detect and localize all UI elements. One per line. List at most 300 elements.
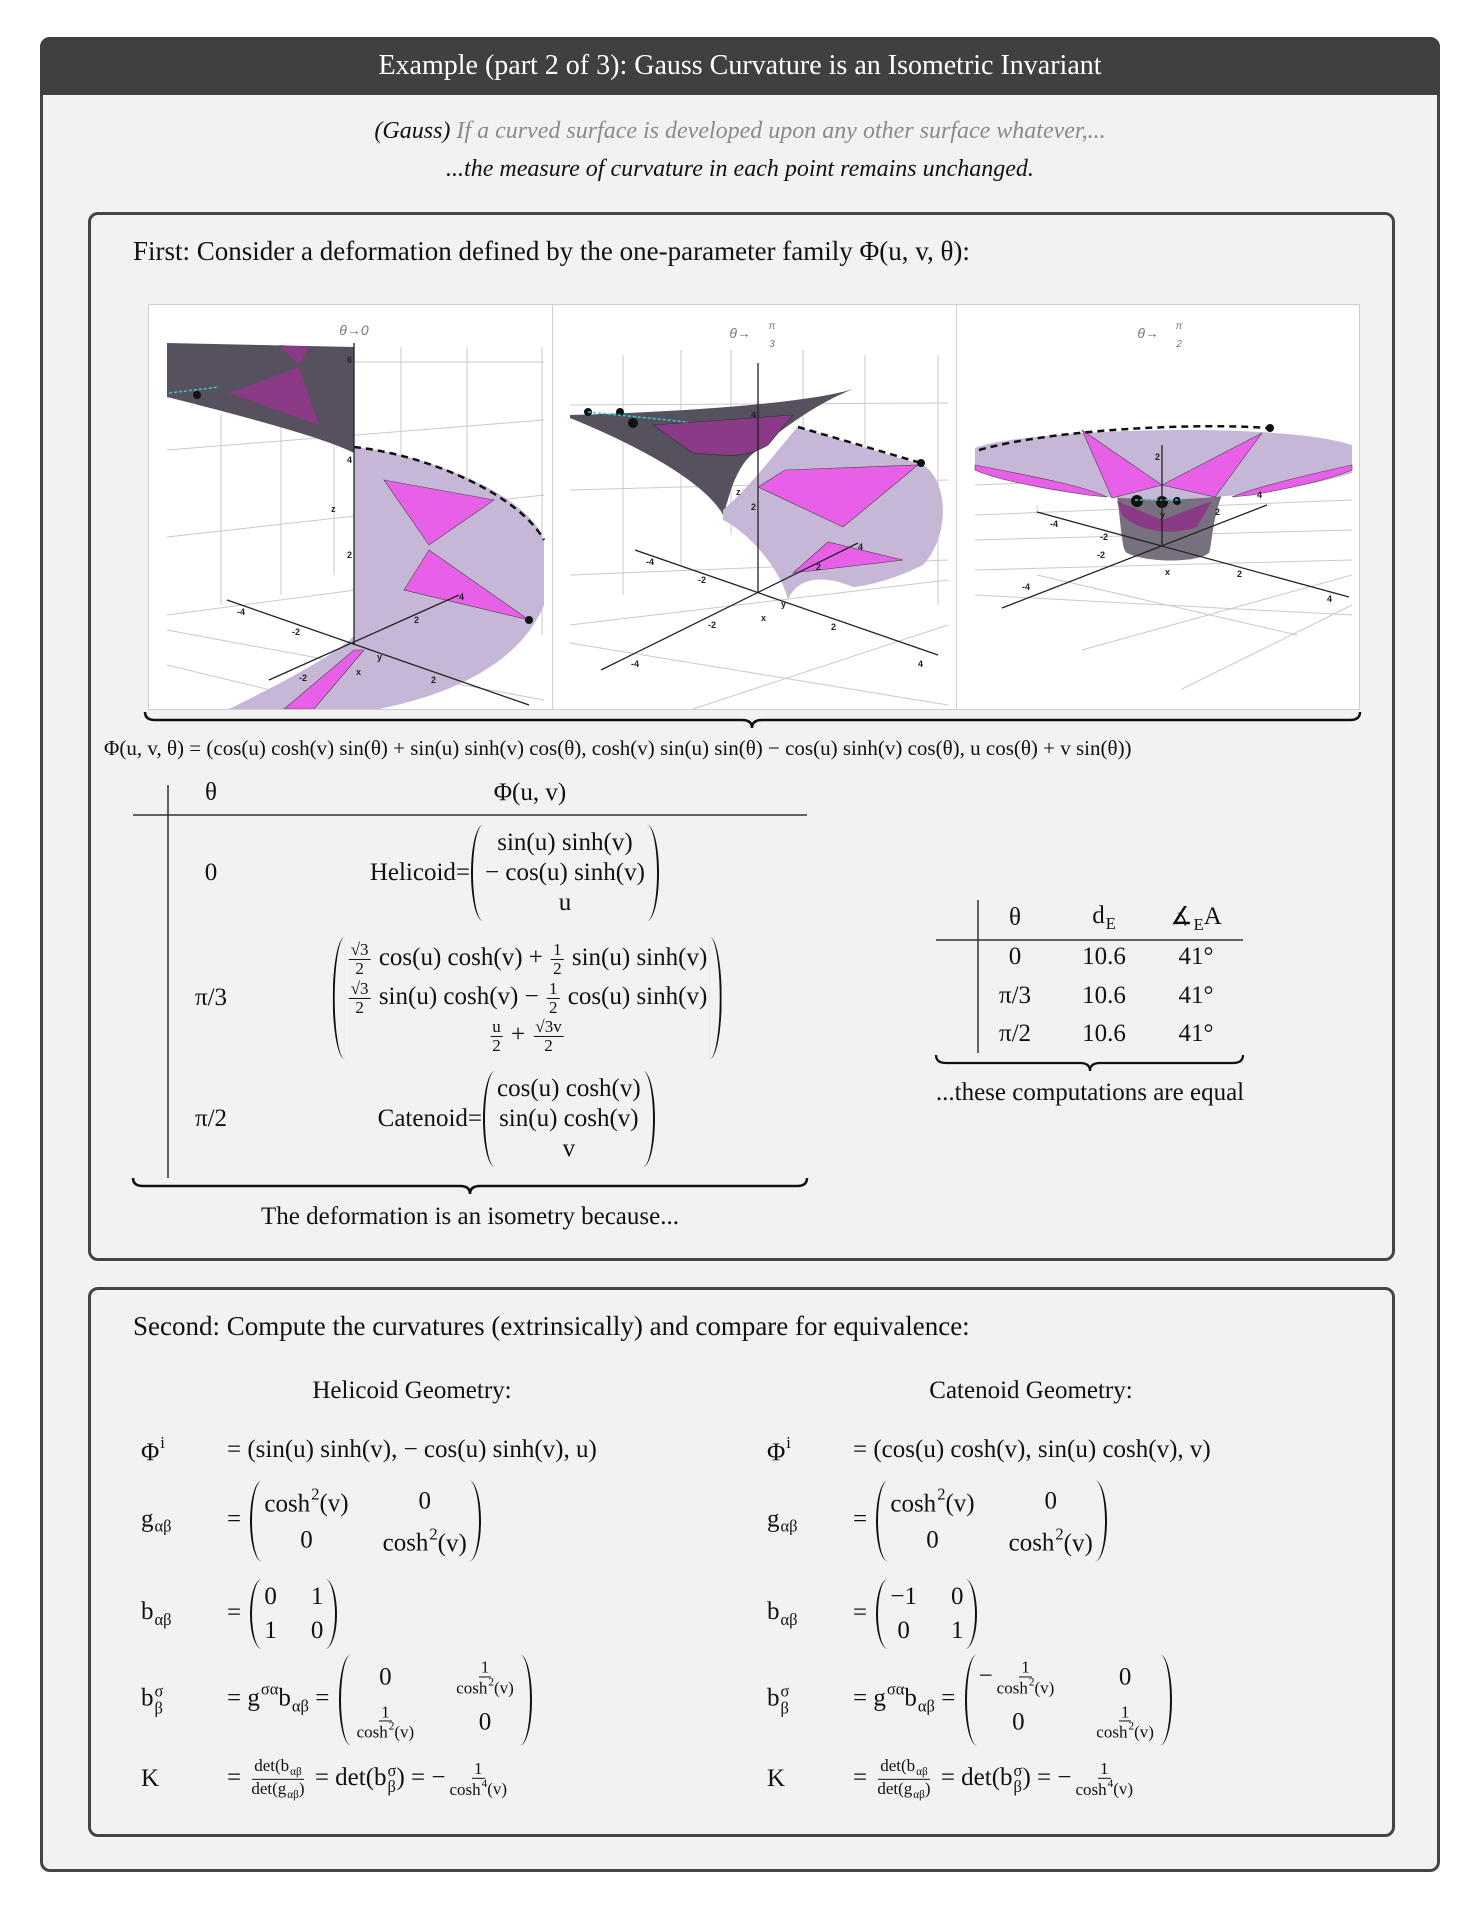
superscript: 4 (1107, 1777, 1114, 1790)
row-expression (227, 1654, 535, 1745)
numerator (878, 1757, 930, 1780)
symbol-base: b (767, 1684, 780, 1712)
math-group (853, 1583, 980, 1644)
math-symbol (456, 1678, 494, 1697)
row-expression (227, 1579, 340, 1649)
math-text: + (504, 1021, 532, 1049)
axis-tick-label: 2 (816, 562, 822, 572)
row-label (767, 1433, 853, 1467)
subscript: αβ (154, 1516, 172, 1536)
math-text: sin(u) sinh(v) (565, 944, 708, 972)
matrix (965, 1654, 1172, 1745)
math-group (141, 1433, 165, 1466)
math-group (227, 1484, 484, 1557)
math-symbol (1096, 1720, 1135, 1742)
surface-rim (975, 430, 1352, 500)
math-symbol (264, 1484, 320, 1517)
matrix-cell (488, 1018, 565, 1055)
row-expression (227, 1436, 597, 1464)
column-vector (483, 1071, 655, 1167)
row-expression (853, 1436, 1211, 1464)
math-text: 0 (1012, 1708, 1025, 1736)
system-row (767, 1433, 1211, 1467)
math-text: = (227, 1684, 248, 1712)
math-group (227, 1583, 340, 1644)
math-group (853, 1657, 1175, 1742)
math-group (890, 1484, 975, 1517)
math-text: = (853, 1684, 874, 1712)
system-row (141, 1433, 597, 1467)
row-label (141, 1765, 227, 1793)
left-paren (483, 1071, 495, 1167)
quote-line-1 (40, 118, 1440, 145)
denominator (551, 960, 564, 978)
axis-tick-label: x (1165, 567, 1171, 577)
math-symbol (767, 1505, 798, 1536)
math-text: −1 (890, 1583, 917, 1610)
catenoid-geometry-title: Catenoid Geometry: (929, 1377, 1133, 1404)
math-group (978, 1657, 1059, 1698)
math-text: cos(u) sinh(v) (561, 982, 708, 1010)
matrix-cell (1044, 1487, 1057, 1515)
row-label (141, 1433, 227, 1467)
math-text: = det( (308, 1763, 375, 1791)
math-symbol (356, 1720, 395, 1742)
matrix-cell (951, 1583, 964, 1611)
matrix-cell (890, 1583, 917, 1611)
measures-theta: π/2 (998, 1020, 1032, 1047)
math-symbol (890, 1484, 946, 1517)
math-group (767, 1765, 785, 1792)
math-symbol (449, 1779, 487, 1798)
math-text: √3 (350, 939, 369, 959)
math-text: (v) (1134, 1722, 1154, 1742)
system-row (141, 1579, 340, 1649)
math-text: ) = − (1022, 1763, 1072, 1791)
math-text: 2 (553, 958, 562, 978)
numerator (1019, 1658, 1032, 1677)
math-text: (v) (437, 1529, 467, 1557)
math-symbol (280, 1755, 302, 1778)
symbol-base: g (903, 1778, 913, 1798)
symbol-base: b (280, 1755, 290, 1775)
math-text: = (sin(u) sinh(v), − cos(u) sinh(v), u) (227, 1435, 597, 1463)
matrix-cell (479, 1708, 492, 1736)
symbol-base: Φ (767, 1438, 786, 1466)
row-label (141, 1598, 227, 1630)
math-text: = (853, 1598, 874, 1626)
axis-tick-label: 2 (831, 622, 837, 632)
symbol-base: b (767, 1598, 780, 1626)
math-group (141, 1765, 159, 1792)
plot-label-denominator: 3 (769, 339, 775, 350)
axis-tick-label: 4 (918, 659, 924, 669)
subscript: β (154, 1698, 163, 1717)
matrix-cell (347, 941, 708, 978)
math-group (264, 1484, 349, 1517)
angle-subscript: E (1193, 914, 1204, 934)
row-label (767, 1505, 853, 1537)
row-expression (853, 1757, 1137, 1801)
left-paren (339, 1654, 351, 1745)
math-text: u (492, 1017, 501, 1037)
denominator (542, 1037, 555, 1055)
math-text: 0 (1118, 1663, 1132, 1691)
symbol-base: cosh (1075, 1779, 1107, 1799)
symbol-base: cosh (382, 1529, 429, 1557)
math-text: 1 (1120, 1702, 1130, 1721)
numerator (1119, 1703, 1132, 1722)
subscript: αβ (917, 1696, 935, 1716)
matrix-cell (311, 1617, 324, 1645)
catenoid-name: Catenoid= (377, 1105, 482, 1132)
math-group (880, 1755, 928, 1778)
measures-header-angle (1170, 901, 1222, 935)
symbol-base: Φ (141, 1438, 160, 1466)
matrix-cell (452, 1658, 518, 1697)
row-label (141, 1505, 227, 1537)
math-symbol (767, 1681, 790, 1717)
measures-theta: π/3 (998, 982, 1032, 1009)
plot-label-numerator: π (1175, 321, 1183, 332)
math-group (382, 1524, 467, 1557)
row-label (767, 1765, 853, 1793)
symbol-base: b (141, 1598, 154, 1626)
math-text: − cos(u) sinh(v) (485, 859, 645, 886)
superscript: 2 (429, 1524, 438, 1543)
math-text: 0 (418, 1487, 431, 1515)
symbol-base: b (1000, 1763, 1013, 1791)
numerator (349, 941, 371, 960)
matrix-cells (977, 1654, 1160, 1745)
math-group (254, 1755, 302, 1778)
matrix-cell (890, 1484, 974, 1518)
math-group (347, 978, 708, 1017)
denominator (875, 1780, 932, 1802)
math-symbol (873, 1679, 905, 1712)
matrix-cell (499, 1105, 639, 1133)
math-group (449, 1779, 507, 1798)
fraction (447, 1760, 509, 1799)
superscript: 2 (1028, 1676, 1035, 1689)
superscript: 2 (388, 1720, 395, 1733)
math-text: 1 (480, 1657, 490, 1677)
axis-tick-label: -4 (237, 607, 246, 617)
numerator (551, 941, 564, 960)
math-text: 0 (950, 1583, 964, 1610)
math-text: 1 (264, 1617, 277, 1644)
math-symbol (141, 1681, 164, 1717)
subscript: αβ (154, 1609, 172, 1629)
math-group (767, 1433, 791, 1466)
slide-title: Example (part 2 of 3): Gauss Curvature is an Isometric Invariant (40, 37, 1440, 95)
table-theta-1: π/3 (194, 984, 228, 1011)
math-text: (v) (319, 1490, 349, 1517)
superscript: 2 (1055, 1524, 1064, 1543)
right-paren (965, 1579, 977, 1649)
fraction (875, 1757, 932, 1801)
axis-tick-label: y (781, 599, 787, 609)
denominator (249, 1780, 306, 1802)
axis-tick-label: 2 (1215, 507, 1221, 517)
numerator (490, 1018, 503, 1037)
superscript: 2 (937, 1484, 946, 1504)
math-text: 0 (264, 1583, 277, 1610)
symbol-base: b (906, 1755, 916, 1775)
matrix-cells (483, 825, 647, 921)
row-expression (227, 1757, 511, 1801)
math-text: = (227, 1505, 248, 1533)
fraction (551, 941, 564, 978)
matrix-cell (300, 1527, 313, 1555)
plot-label-numerator: π (768, 321, 776, 332)
symbol-base: b (904, 1684, 917, 1712)
math-group (488, 1017, 565, 1056)
math-text: = (cos(u) cosh(v), sin(u) cosh(v), v) (853, 1435, 1211, 1463)
axis-tick-label: 2 (1237, 569, 1243, 579)
axis-tick-label: 4 (459, 592, 465, 602)
intermediate-plot (553, 305, 956, 709)
matrix-cell (383, 1524, 467, 1558)
math-symbol (997, 1678, 1035, 1697)
axis-tick-label: -4 (1022, 582, 1031, 592)
math-text: 2 (492, 1036, 501, 1056)
left-paren (250, 1579, 262, 1649)
math-text: K (767, 1765, 786, 1792)
table-caption: The deformation is an isometry because... (261, 1203, 679, 1230)
math-group (1008, 1524, 1093, 1557)
math-group (356, 1720, 415, 1742)
math-group (456, 1678, 514, 1697)
symbol-base: b (374, 1763, 387, 1791)
subscript: αβ (916, 1765, 928, 1778)
symbol-base: cosh (890, 1490, 937, 1517)
matrix-cell (563, 1135, 576, 1163)
right-paren (520, 1654, 532, 1745)
math-text: 0 (379, 1663, 392, 1691)
left-paren (250, 1480, 262, 1561)
fraction (249, 1757, 306, 1801)
column-vector (471, 825, 659, 921)
row-expression (853, 1654, 1175, 1745)
matrix (876, 1480, 1106, 1561)
math-text: v (562, 1135, 576, 1162)
measures-caption: ...these computations are equal (935, 1079, 1245, 1106)
distance-symbol: d (1092, 902, 1105, 930)
math-text: 1 (310, 1583, 324, 1610)
plot-label: θ→ (729, 325, 751, 341)
measures-angle: 41° (1178, 943, 1214, 970)
denominator (353, 960, 366, 978)
math-text: sin(u) sinh(v) (497, 829, 633, 856)
left-paren (876, 1579, 888, 1649)
math-text: 0 (310, 1617, 324, 1644)
math-text: 1 (474, 1758, 483, 1778)
math-group (251, 1778, 305, 1801)
math-text: (v) (394, 1722, 415, 1742)
intermediate-vector (330, 937, 725, 1059)
right-paren (325, 1579, 337, 1649)
symbol-base: cosh (264, 1490, 311, 1517)
matrix-cell (264, 1484, 348, 1518)
numerator (252, 1757, 304, 1780)
math-text: det( (251, 1778, 278, 1798)
system-row (141, 1654, 535, 1745)
matrix-cell (559, 889, 572, 917)
math-group (853, 1436, 1211, 1463)
math-text: = (227, 1763, 248, 1791)
matrix (339, 1654, 532, 1745)
row-label (767, 1681, 853, 1717)
fraction (995, 1658, 1057, 1697)
math-symbol (1075, 1779, 1113, 1798)
catenoid-plot (957, 305, 1360, 709)
table-theta-0: 0 (204, 859, 218, 886)
math-text: = (934, 1684, 962, 1712)
axis-tick-label: -2 (1097, 550, 1106, 560)
matrix-cells (345, 937, 710, 1059)
table-header-theta: θ (205, 779, 217, 806)
math-text: 2 (548, 997, 558, 1017)
axis-tick-label: 4 (858, 542, 864, 552)
axis-tick-label: 2 (751, 502, 757, 512)
math-text: 0 (926, 1526, 939, 1554)
denominator (1094, 1722, 1156, 1742)
angle-variable: A (1203, 903, 1222, 931)
superscript: i (160, 1433, 165, 1453)
math-text: = (227, 1598, 248, 1626)
math-text: det( (880, 1755, 907, 1775)
math-symbol (247, 1679, 279, 1712)
plot-panel-catenoid (957, 305, 1360, 709)
denominator (454, 1677, 516, 1697)
denominator (1073, 1779, 1135, 1799)
subscript: αβ (291, 1696, 309, 1716)
right-paren (647, 825, 659, 921)
symbol-base: g (767, 1505, 780, 1533)
numerator (547, 980, 560, 999)
math-symbol (141, 1505, 172, 1536)
system-row (767, 1654, 1175, 1745)
axis-tick-label: y (377, 652, 383, 662)
math-text: 2 (355, 997, 364, 1017)
system-row (767, 1757, 1137, 1801)
fraction (490, 1018, 503, 1055)
math-group (767, 1681, 790, 1717)
axis-tick-label: 6 (347, 355, 353, 365)
math-text: − (978, 1662, 993, 1690)
superscript: 2 (311, 1484, 320, 1504)
symbol-base: g (247, 1684, 260, 1712)
matrix-cells (495, 1071, 643, 1167)
right-paren (1095, 1480, 1107, 1561)
math-text: cos(u) cosh(v) (497, 1075, 641, 1102)
measures-header-distance (1092, 902, 1116, 934)
symbol-base: g (277, 1778, 287, 1798)
math-text: cos(u) cosh(v) + (372, 944, 550, 972)
symbol-base: cosh (1008, 1529, 1055, 1557)
helicoid-vector (468, 825, 662, 921)
quote-line-2: ...the measure of curvature in each point remains unchanged. (446, 156, 1034, 182)
math-text: det( (877, 1778, 904, 1798)
matrix (250, 1480, 480, 1561)
matrix-cell (1009, 1524, 1093, 1558)
math-symbol (374, 1760, 397, 1796)
math-text: = (853, 1505, 874, 1533)
axis-tick-label: -2 (1100, 532, 1109, 542)
matrix-cells (351, 1654, 520, 1745)
superscript: 2 (488, 1676, 494, 1689)
second-box (88, 1287, 1395, 1837)
axis-tick-label: 4 (1257, 490, 1263, 500)
math-text: 0 (1044, 1487, 1057, 1515)
helicoid-geometry-title: Helicoid Geometry: (312, 1377, 512, 1404)
denominator (995, 1677, 1057, 1697)
superscript: σα (260, 1679, 279, 1699)
numerator (379, 1703, 392, 1722)
matrix-cell (264, 1617, 277, 1645)
column-vector (333, 937, 722, 1059)
matrix-cell (1092, 1703, 1158, 1742)
matrix-cell (485, 859, 645, 887)
numerator (479, 1658, 492, 1677)
row-label (767, 1598, 853, 1630)
superscript: σ (154, 1681, 164, 1701)
fraction (349, 941, 371, 978)
math-text: 0 (897, 1617, 910, 1644)
math-text: ) = − (396, 1763, 446, 1791)
axis-tick-label: -2 (708, 620, 717, 630)
axis-tick-label: 2 (414, 615, 420, 625)
plot-label-denominator: 2 (1176, 339, 1182, 350)
table-theta-2: π/2 (194, 1105, 228, 1132)
matrix-cell (347, 980, 708, 1017)
math-text: 0 (300, 1526, 313, 1554)
symbol-base: cosh (996, 1678, 1028, 1698)
matrix-cells (888, 1480, 1094, 1561)
math-text: (v) (493, 1678, 514, 1698)
symbol-base: cosh (449, 1779, 481, 1799)
matrix-cell (353, 1703, 419, 1742)
system-row (141, 1757, 511, 1801)
axis-tick-label: -4 (631, 659, 640, 669)
math-group (227, 1436, 597, 1463)
axis-tick-label: -4 (646, 557, 655, 567)
matrix-cells (888, 1579, 965, 1649)
math-group (347, 939, 708, 978)
matrix (876, 1579, 977, 1649)
matrix-cell (379, 1664, 392, 1692)
math-text: 1 (1100, 1758, 1109, 1778)
left-paren (876, 1480, 888, 1561)
measures-angle: 41° (1178, 1020, 1214, 1047)
super-sub (780, 1681, 790, 1717)
math-symbol (141, 1433, 165, 1466)
subscript: αβ (287, 1788, 299, 1801)
axis-tick-label: 4 (1327, 594, 1333, 604)
catenoid-vector (480, 1071, 658, 1167)
right-paren (709, 937, 721, 1059)
matrix-cells (262, 1579, 325, 1649)
measures-angle: 41° (1178, 982, 1214, 1009)
denominator (547, 999, 560, 1017)
matrix-cell (926, 1527, 939, 1555)
math-symbol (277, 1778, 299, 1801)
superscript: σ (387, 1760, 397, 1780)
math-symbol (906, 1755, 928, 1778)
measures-distance: 10.6 (1082, 1020, 1126, 1047)
axis-tick-label: -4 (1050, 519, 1059, 529)
